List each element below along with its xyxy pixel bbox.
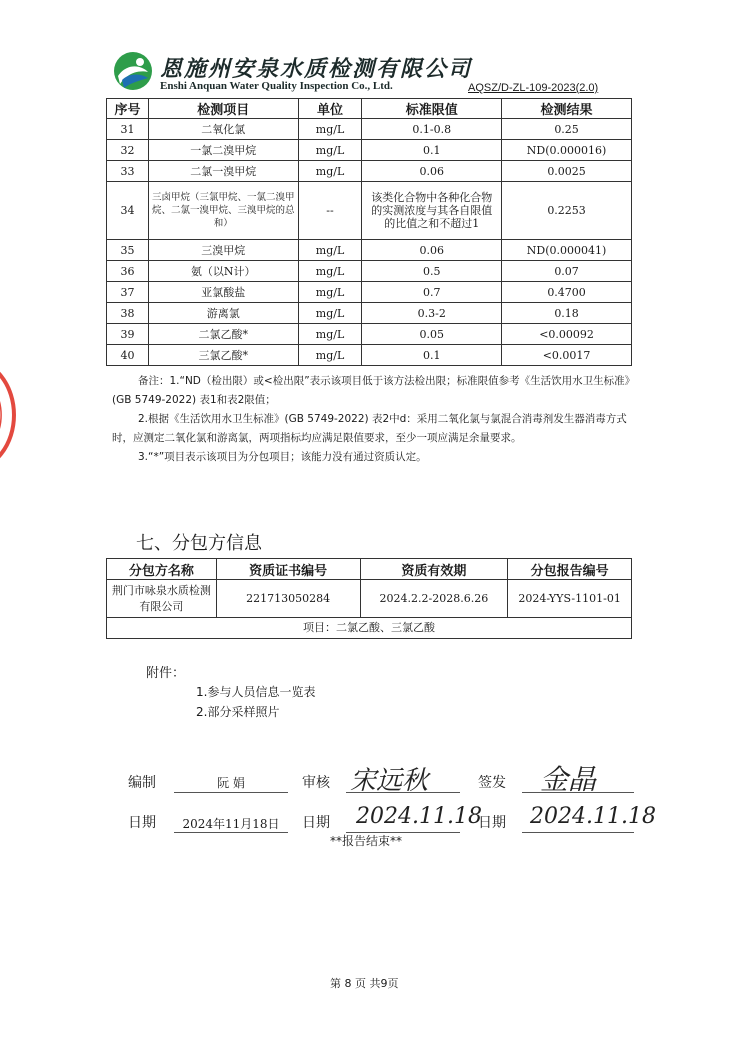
cell-seq: 35 [107, 240, 149, 261]
cell-limit: 0.7 [362, 282, 502, 303]
table-row [107, 618, 632, 639]
cell-unit: mg/L [298, 261, 362, 282]
issue-signature: 金晶 [540, 763, 597, 796]
col-header-result: 检测结果 [502, 99, 632, 119]
cell-item: 亚氯酸盐 [148, 282, 298, 303]
cell-item: 二氯乙酸* [148, 324, 298, 345]
table-row [107, 182, 632, 240]
issue-underline [522, 792, 634, 793]
results-header-row [107, 99, 632, 119]
cell-item: 氨（以N计） [148, 261, 298, 282]
table-row [107, 303, 632, 324]
date-label-compiled: 日期 [128, 815, 156, 831]
cell-limit: 0.05 [362, 324, 502, 345]
cell-seq: 39 [107, 324, 149, 345]
cell-item: 一氯二溴甲烷 [148, 140, 298, 161]
section-title-subcontractor: 七、分包方信息 [136, 533, 262, 554]
cell-unit: mg/L [298, 324, 362, 345]
date-label-issue: 日期 [478, 815, 506, 831]
cell-result: 0.4700 [502, 282, 632, 303]
table-row [107, 119, 632, 140]
subcontractor-table [106, 558, 632, 639]
cell-unit: mg/L [298, 240, 362, 261]
remark-2: 2.根据《生活饮用水卫生标准》(GB 5749-2022) 表2中d：采用二氧化氯与氯混合消毒剂发生器消毒方式时，应测定二氧化氯和游离氯，两项指标均应满足限值要求，至少一项应满足余量要求。 [112, 413, 627, 444]
cell-result: 0.2253 [502, 182, 632, 240]
attachments-title: 附件： [146, 666, 186, 681]
remark-1: 备注：1.“ND（检出限）或<检出限”表示该项目低于该方法检出限；标准限值参考《生活饮用水卫生标准》(GB 5749-2022) 表1和表2限值； [112, 375, 630, 406]
cell-result: <0.00092 [502, 324, 632, 345]
col-header-validity: 资质有效期 [360, 559, 508, 580]
company-name-en: Enshi Anquan Water Quality Inspection Co., Ltd. [160, 80, 393, 92]
col-header-cert: 资质证书编号 [216, 559, 360, 580]
cell-seq: 37 [107, 282, 149, 303]
document-code: AQSZ/D-ZL-109-2023(2.0) [468, 82, 599, 94]
cell-limit: 0.1 [362, 345, 502, 366]
cell-item: 三溴甲烷 [148, 240, 298, 261]
review-signature: 宋远秋 [350, 766, 429, 796]
remarks [112, 372, 632, 467]
company-logo-icon [112, 50, 154, 92]
cell-limit: 0.06 [362, 240, 502, 261]
cell-item: 三氯乙酸* [148, 345, 298, 366]
cell-limit: 0.3-2 [362, 303, 502, 324]
cell-item: 二氧化氯 [148, 119, 298, 140]
cell-seq: 40 [107, 345, 149, 366]
table-row [107, 282, 632, 303]
col-header-name: 分包方名称 [107, 559, 217, 580]
list-item: 2.部分采样照片 [196, 705, 280, 719]
cell-limit: 0.5 [362, 261, 502, 282]
table-row [107, 240, 632, 261]
table-row [107, 345, 632, 366]
company-name-cn: 恩施州安泉水质检测有限公司 [160, 56, 473, 82]
cell-seq: 34 [107, 182, 149, 240]
cell-seq: 36 [107, 261, 149, 282]
cell-item: 二氯一溴甲烷 [148, 161, 298, 182]
cell-result: 0.25 [502, 119, 632, 140]
cell-subcontract-items: 项目：二氯乙酸、三氯乙酸 [107, 618, 632, 639]
cell-unit: mg/L [298, 140, 362, 161]
cell-result: 0.0025 [502, 161, 632, 182]
subcontractor-header-row [107, 559, 632, 580]
table-row [107, 580, 632, 618]
cell-limit: 0.1-0.8 [362, 119, 502, 140]
cell-cert-no: 221713050284 [216, 580, 360, 618]
table-row [107, 140, 632, 161]
review-underline [346, 792, 460, 793]
results-table [106, 98, 632, 366]
col-header-seq: 序号 [107, 99, 149, 119]
date-label-review: 日期 [302, 815, 330, 831]
cell-unit: -- [298, 182, 362, 240]
seal-stamp-fragment [0, 340, 22, 480]
cell-result: 0.07 [502, 261, 632, 282]
compiled-date-underline [174, 832, 288, 833]
report-end-mark: **报告结束** [330, 834, 403, 848]
cell-limit: 0.1 [362, 140, 502, 161]
cell-seq: 38 [107, 303, 149, 324]
cell-result: <0.0017 [502, 345, 632, 366]
cell-limit: 0.06 [362, 161, 502, 182]
compiled-underline [174, 792, 288, 793]
col-header-report-no: 分包报告编号 [508, 559, 632, 580]
col-header-item: 检测项目 [148, 99, 298, 119]
compiled-label: 编制 [128, 775, 156, 791]
cell-unit: mg/L [298, 119, 362, 140]
cell-seq: 33 [107, 161, 149, 182]
issue-date-handwritten: 2024.11.18 [530, 804, 656, 829]
cell-unit: mg/L [298, 161, 362, 182]
cell-limit: 该类化合物中各种化合物的实测浓度与其各自限值的比值之和不超过1 [362, 182, 502, 240]
cell-unit: mg/L [298, 282, 362, 303]
cell-report-no: 2024-YYS-1101-01 [508, 580, 632, 618]
attachments-list [196, 682, 315, 722]
cell-result: 0.18 [502, 303, 632, 324]
table-row [107, 261, 632, 282]
page-number: 第 8 页 共9页 [330, 977, 399, 990]
issue-date-underline [522, 832, 634, 833]
cell-result: ND(0.000016) [502, 140, 632, 161]
cell-item: 三卤甲烷（三氯甲烷、一氯二溴甲烷、二氯一溴甲烷、三溴甲烷的总和） [148, 182, 298, 240]
cell-subcontractor-name: 荆门市咏泉水质检测有限公司 [107, 580, 217, 618]
cell-unit: mg/L [298, 303, 362, 324]
cell-validity: 2024.2.2-2028.6.26 [360, 580, 508, 618]
cell-seq: 32 [107, 140, 149, 161]
issue-label: 签发 [478, 775, 506, 791]
col-header-limit: 标准限值 [362, 99, 502, 119]
table-row [107, 161, 632, 182]
cell-result: ND(0.000041) [502, 240, 632, 261]
review-date-handwritten: 2024.11.18 [356, 804, 482, 829]
list-item: 1.参与人员信息一览表 [196, 685, 316, 699]
cell-unit: mg/L [298, 345, 362, 366]
review-label: 审核 [302, 775, 330, 791]
cell-item: 游离氯 [148, 303, 298, 324]
remark-3: 3.“*”项目表示该项目为分包项目；该能力没有通过资质认定。 [138, 451, 427, 463]
compiled-date: 2024年11月18日 [182, 817, 280, 831]
col-header-unit: 单位 [298, 99, 362, 119]
table-row [107, 324, 632, 345]
compiled-name: 阮 娟 [217, 776, 245, 790]
cell-seq: 31 [107, 119, 149, 140]
